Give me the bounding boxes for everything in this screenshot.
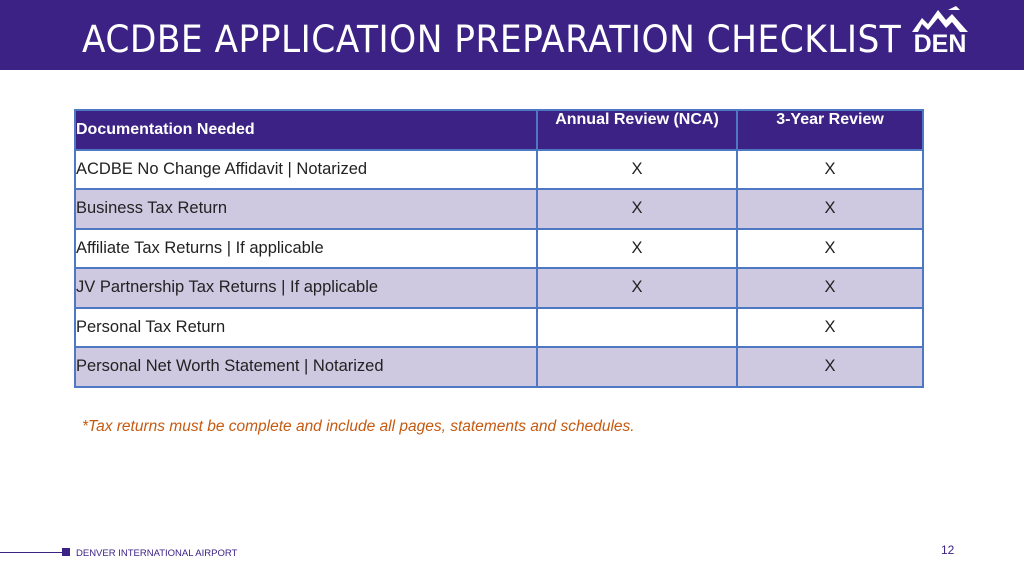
row-document: Affiliate Tax Returns | If applicable [75,229,537,269]
footnote: *Tax returns must be complete and include all pages, statements and schedules. [82,418,635,435]
footer-divider [0,552,62,553]
row-three-year-mark: X [737,347,923,387]
row-document: Personal Tax Return [75,308,537,348]
row-annual-mark: X [537,150,737,190]
row-three-year-mark: X [737,268,923,308]
table-row [75,347,923,387]
row-document: Personal Net Worth Statement | Notarized [75,347,537,387]
page-number: 12 [941,543,955,557]
logo-text: DEN [913,30,967,58]
row-annual-mark [537,347,737,387]
table-row [75,189,923,229]
den-logo [908,4,972,62]
footer-organization: DENVER INTERNATIONAL AIRPORT [76,548,238,559]
table-row [75,268,923,308]
row-three-year-mark: X [737,189,923,229]
row-three-year-mark: X [737,229,923,269]
table-row [75,150,923,190]
row-document: JV Partnership Tax Returns | If applicable [75,268,537,308]
row-three-year-mark: X [737,150,923,190]
row-annual-mark: X [537,268,737,308]
row-document: ACDBE No Change Affidavit | Notarized [75,150,537,190]
column-header-annual-review: Annual Review (NCA) [537,110,737,150]
row-annual-mark: X [537,189,737,229]
page-title: ACDBE APPLICATION PREPARATION CHECKLIST [82,18,902,61]
header-bar [0,0,1024,70]
column-header-documentation: Documentation Needed [75,110,537,150]
footer-square-icon [62,548,70,556]
row-annual-mark: X [537,229,737,269]
row-annual-mark [537,308,737,348]
checklist-table [74,109,924,388]
table-row [75,229,923,269]
row-three-year-mark: X [737,308,923,348]
table-header-row [75,110,923,150]
row-document: Business Tax Return [75,189,537,229]
table-row [75,308,923,348]
column-header-three-year-review: 3-Year Review [737,110,923,150]
